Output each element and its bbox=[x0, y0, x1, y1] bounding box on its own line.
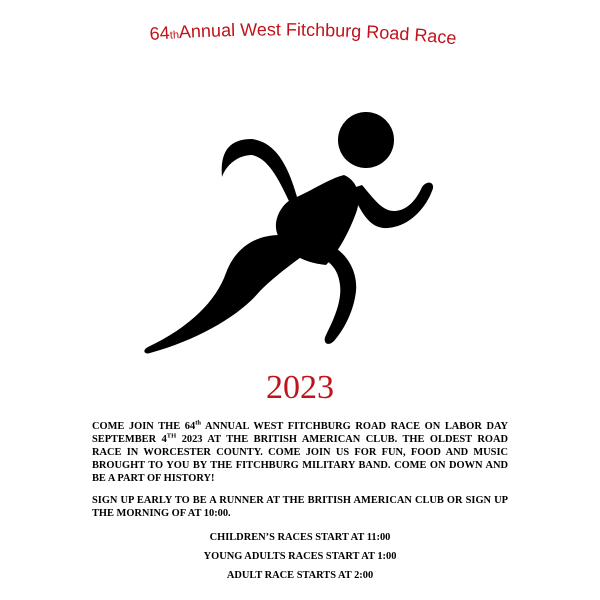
description-part-c: 2023 AT THE BRITISH AMERICAN CLUB. THE OLDEST ROAD RACE IN WORCESTER COUNTY. COME JOIN US FOR FUN, FOOD AND MUSIC BROUGHT TO YOU BY THE FITCHBURG MILITARY BAND. COME ON DOWN AND BE A PART OF HISTORY! bbox=[92, 434, 508, 484]
description-sup-a: th bbox=[195, 419, 201, 427]
runner-head bbox=[338, 112, 394, 168]
race-title-text bbox=[149, 19, 457, 48]
signup-info: SIGN UP EARLY TO BE A RUNNER AT THE BRITISH AMERICAN CLUB OR SIGN UP THE MORNING OF AT 10:00. bbox=[92, 495, 508, 519]
sprinting-runner-icon bbox=[130, 95, 450, 365]
runner-back-leg bbox=[144, 235, 308, 353]
event-description bbox=[92, 420, 508, 485]
young-adults-race-time: YOUNG ADULTS RACES START AT 1:00 bbox=[203, 551, 397, 562]
title-suffix: th bbox=[169, 29, 180, 42]
description-sup-b: TH bbox=[166, 432, 177, 440]
event-year: 2023 bbox=[266, 369, 334, 406]
runner-back-arm bbox=[222, 139, 300, 207]
runner-front-arm bbox=[350, 183, 433, 228]
children-race-time: CHILDREN’S RACES START AT 11:00 bbox=[209, 532, 391, 543]
description-part-a: COME JOIN THE 64 bbox=[92, 421, 196, 432]
race-title bbox=[0, 10, 600, 50]
title-ordinal: 64 bbox=[148, 22, 171, 44]
description-part-b: ANNUAL WEST FITCHBURG ROAD RACE ON LABOR DAY SEPTEMBER 4 bbox=[92, 421, 509, 445]
adult-race-time: ADULT RACE STARTS AT 2:00 bbox=[226, 570, 374, 581]
title-rest: Annual West Fitchburg Road Race bbox=[178, 19, 458, 49]
